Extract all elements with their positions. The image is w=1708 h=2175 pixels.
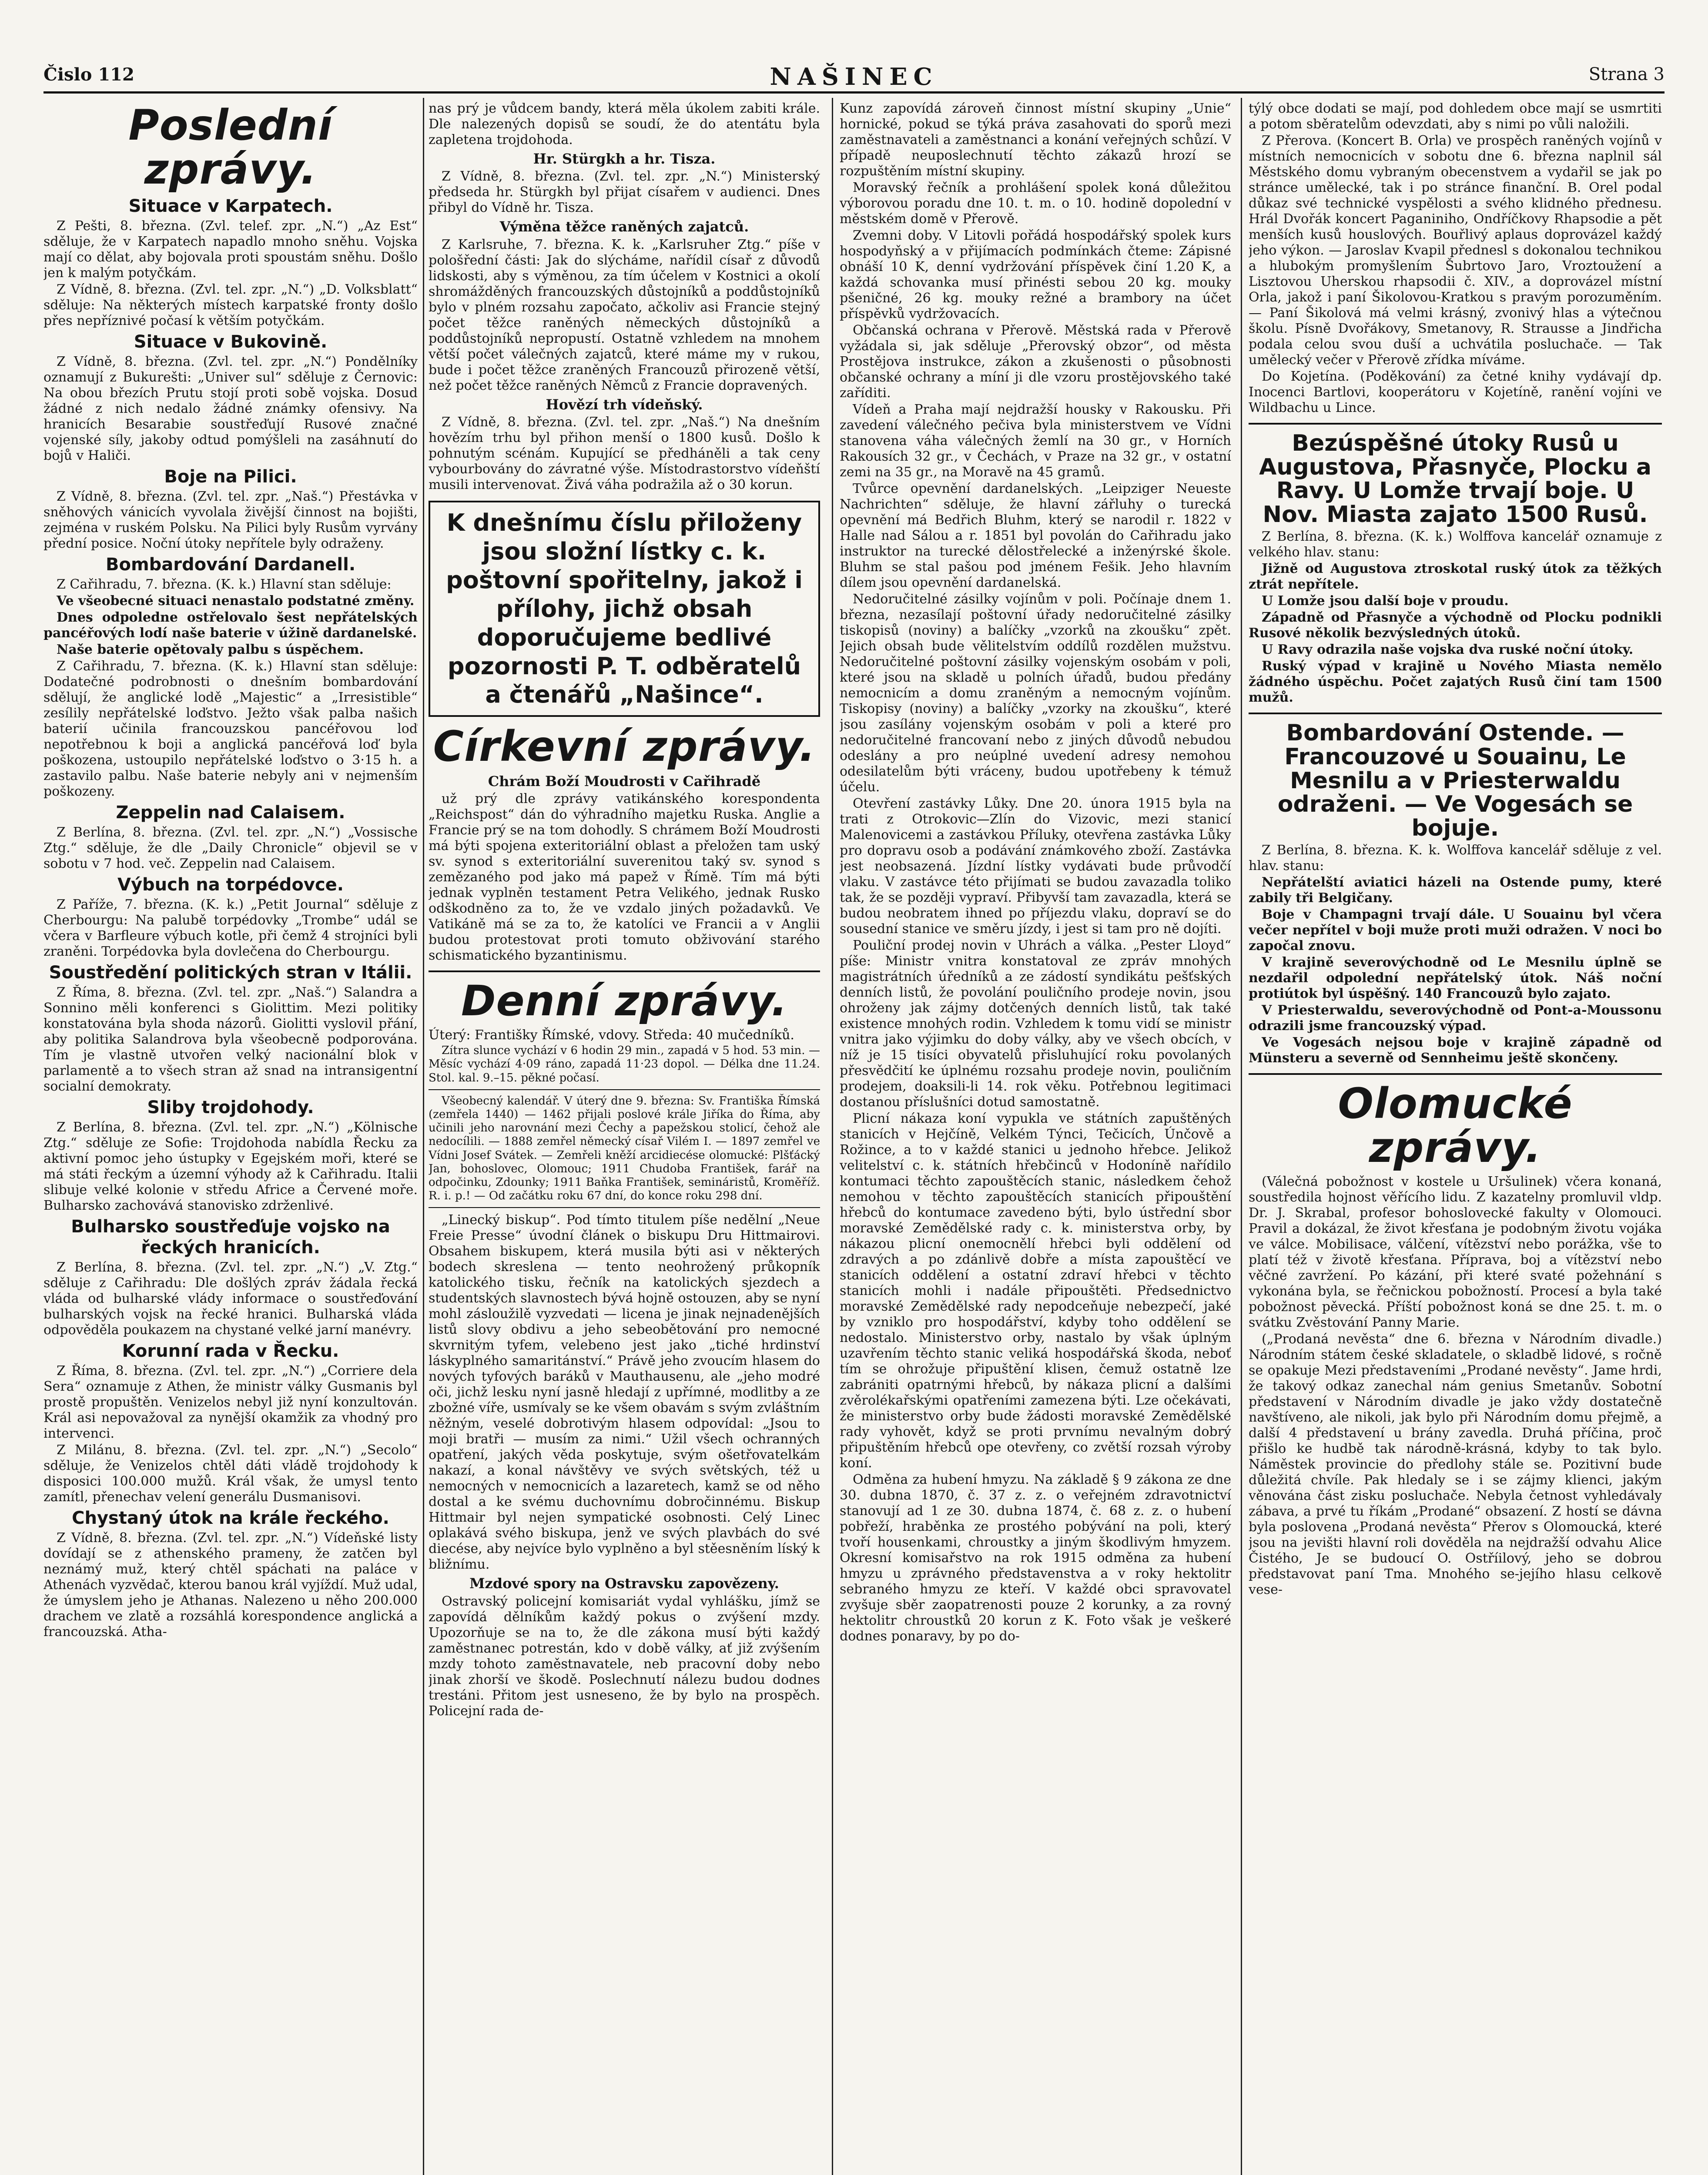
column-divider — [1241, 98, 1242, 2175]
section-rule — [1249, 713, 1662, 714]
article-text: Jižně od Augustova ztroskotal ruský útok za těžkých ztrát nepřítele. — [1249, 561, 1662, 592]
article-text: Odměna za hubení hmyzu. Na základě § 9 zákona ze dne 30. dubna 1870, č. 37 z. z. o veřejném zdravotnictví stanovují ad 1 ze 30. dubna 1874, č. 68 z. z. o hubení pobřeží, hraběnka ze prostého pobývání na poli, který tvoří housenkami, chroustky a jiným škodlivým hmyzem. Okresní komisařstvo na rok 1915 odměna za hubení hmyzu u zprávného představenstva a v roky hektolitr sebraného hmyzu ze kteří. V každé obci spravovatel zvyšuje sběr zaopatrenosti pouze 2 korunky, a za rovný hektolitr chroustků 20 korun z K. Foto však je veškeré dodnes ponaravy, by po do- — [840, 1472, 1231, 1644]
subscription-notice: K dnešnímu číslu přiloženy jsou složní lístky c. k. poštovní spořitelny, jakož i přílohy, jichž obsah doporučujeme bedlivé pozornosti P. T. odběratelů a čtenářů „Našince“. — [446, 509, 803, 709]
article-text: Z Vídně, 8. března. (Zvl. tel. zpr. „Naš.“) Na dnešním hovězím trhu byl přihon menší o 1800 kusů. Došlo k pohnutým scénám. Kupující se předháněli a tak ceny vybourbovány do závratné výše. Místodrastorstvo vídeňští musili intervenovat. Živá váha podražila až o 30 korun. — [429, 415, 820, 493]
column-2 — [429, 101, 820, 2175]
article-heading: Hovězí trh vídeňský. — [546, 396, 703, 413]
article-text: Z Vídně, 8. března. (Zvl. tel. zpr. „N.“) „D. Volksblatt“ sděluje: Na některých místech karpatské fronty došlo přes nepříznivé počasí k větším potyčkám. — [44, 281, 418, 328]
article-heading: Výměna těžce raněných zajatců. — [499, 218, 749, 235]
article-heading: Výbuch na torpédovce. — [117, 874, 344, 895]
article-text: Z Paříže, 7. března. (K. k.) „Petit Journal“ sděluje z Cherbourgu: Na palubě torpédovky „Trombe“ udál se včera v Barfleure výbuch kotle, při čemž 4 strojníci byli zraněni. Torpédovka byla dovlečena do Cherbourgu. — [44, 897, 418, 959]
article-text: Z Říma, 8. března. (Zvl. tel. zpr. „N.“) „Corriere dela Sera“ oznamuje z Athen, že ministr války Gusmanis byl prostě propuštěn. Venizelos nebyl již nyní konzultován. Král asi nepovažoval za nynější okamžik za vhodný pro intervenci. — [44, 1363, 418, 1441]
article-text: týlý obce dodati se mají, pod dohledem obce mají se usmrtiti a potom sběratelům odevzdati, aby s nimi po vůli naložili. — [1249, 101, 1662, 132]
article-text: Z Vídně, 8. března. (Zvl. tel. zpr. „N.“) Vídeňské listy dovídají se z athenského prameny, že zatčen byl neznámý muž, který chtěl spáchati na paláce v Athenách vyzvědač, kterou banou král vyjíždí. Muž udal, že úmyslem jeho je Athanas. Nalezeno u něho 200.000 drachem ve zlatě a rozsáhlá korespondence anglická a francouzská. Atha- — [44, 1530, 418, 1640]
article-text: nas prý je vůdcem bandy, která měla úkolem zabiti krále. Dle nalezených dopisů se soudí, že do atentátu byla zapletena trojdohoda. — [429, 101, 820, 147]
column-1 — [44, 101, 418, 2175]
article-heading: Chrám Boží Moudrosti v Cařihradě — [488, 773, 761, 790]
article-text: Do Kojetína. (Poděkování) za četné knihy vydávají dp. Inocenci Bartlovi, kooperátoru v Kojetíně, ranění vojíni ve Wildbachu u Lince. — [1249, 369, 1662, 415]
article-text: Z Berlína, 8. března. (Zvl. tel. zpr. „N.“) „Vossische Ztg.“ sděluje, že dle „Daily Chronicle“ objevil se v sobotu v 7 hod. več. Zeppelin nad Calaisem. — [44, 824, 418, 871]
article-heading: Sliby trojdohody. — [147, 1097, 314, 1118]
article-text: Ve Vogesách nejsou boje v krajině západně od Münsteru a severně od Sennheimu ještě skončeny. — [1249, 1035, 1662, 1066]
article-text: Z Cařihradu, 7. března. (K. k.) Hlavní stan sděluje: — [57, 576, 392, 592]
page-number: Strana 3 — [1588, 64, 1664, 84]
article-text: Zvemni doby. V Litovli pořádá hospodářský spolek kurs hospodyňský a v přijímacích podmínkách čteme: Zápisné obnáší 10 K, denní vydržování příspěvek činí 1.20 K, a každá schovanka musí přinésti sebou 20 kg. mouky pšeničné, 26 kg. mouky režné a brambory na účet příspěvků vydržovacích. — [840, 228, 1231, 321]
article-text: Boje v Champagni trvají dále. U Souainu byl včera večer nepřítel v boji muže proti muži odražen. V noci bo započal znovu. — [1249, 907, 1662, 954]
article-text: Ostravský policejní komisariát vydal vyhlášku, jímž se zapovídá dělníkům každý pokus o zvýšení mzdy. Upozorňuje se na to, že dle zákona musí býti každý zaměstnanec potrestán, kdo v době války, ať již zvýšením mzdy tohoto zaměstnavatele, neb pracovní doby nebo jinak zhorší ve škodě. Poslechnutí nálezu budou dodnes trestáni. Přitom jest usneseno, že by bylo na prospěch. Policejní rada de- — [429, 1593, 820, 1719]
issue-number: Čislo 112 — [44, 64, 134, 85]
article-text: Všeobecný kalendář. V úterý dne 9. března: Sv. Františka Římská (zemřela 1440) — 1462 přijali poslové krále Jiříka do Říma, aby učinili jeho narovnání mezi Čechy a papežskou stolicí, čehož ale nedocílili. — 1888 zemřel německý císař Vilém I. — 1897 zemřel ve Vídni Josef Svátek. — Zemřeli kněží arcidiecése olomucké: Plšťácký Jan, bohoslovec, Olomouc; 1911 Chudoba František, farář na odpočinku, Zdounky; 1911 Baňka František, semináristů, Kroměříž. R. i. p.! — Od začátku roku 67 dní, do konce roku 298 dní. — [429, 1094, 820, 1203]
divider — [429, 1207, 820, 1208]
article-text: Nedoručitelné zásilky vojínům v poli. Počínaje dnem 1. března, nezasílají poštovní úřady nedoručitelné zásilky tiskopisů (noviny) a balíčky „vzorků na zkoušku“ zpět. Jejich obsah bude vělitelstvím oddílů rozdělen mužstvu. Nedoručitelné poštovní zásilky vojenským osobám v poli, které jsou na skladě u polních úřadů, budou předány nemocnicím a domu zraněným a nemocným vojínům. Tiskopisy (noviny) a balíčky „vzorky na zkoušku“, které jsou zasílány vojenským osobám v poli a které pro nedoručitelné francovaní nebo z jiných důvodů nebudou odeslány a pro neúplné uvedení adresy nemohou odesilatelům býti vráceny, budou upotřebeny k témuž účelu. — [840, 592, 1231, 795]
article-text: Z Cařihradu, 7. března. (K. k.) Hlavní stan sděluje: Dodatečné podrobnosti o dnešním bombardování sdělují, že anglické lodě „Majestic“ a „Irresistible“ zesílily nepřátelské loďstvo. Ježto však palba našich baterií učinila francouzskou pancéřovou loď nepotřebnou k boji a anglická pancéřová loď byla poškozena, ustoupilo nepřátelské loďstvo o 3·15 h. a zastavilo palbu. Naše baterie nebyly ani v nejmenším poškozeny. — [44, 658, 418, 799]
article-text: Z Říma, 8. března. (Zvl. tel. zpr. „Naš.“) Salandra a Sonnino měli konferenci s Giolittim. Mezi politiky konstatována byla shoda názorů. Giolitti vyslovil přání, aby politika Salandrova byla všeobecně podporována. Tím je vlastně utvořen velký nacionální blok v parlamentě a to všech stran až snad na intransigentní socialní demokraty. — [44, 984, 418, 1094]
article-text: Z Milánu, 8. března. (Zvl. tel. zpr. „N.“) „Secolo“ sděluje, že Venizelos chtěl dáti vládě trojdohody k disposici 100.000 mužů. Král však, že umysl tento zamítl, přenechav velení generálu Dusmanisovi. — [44, 1442, 418, 1505]
article-text: U Ravy odrazila naše vojska dva ruské noční útoky. — [1262, 642, 1634, 658]
article-text: U Lomže jsou další boje v proudu. — [1262, 593, 1509, 609]
article-text: Pouliční prodej novin v Uhrách a válka. „Pester Lloyd“ píše: Ministr vnitra konstatoval ze zpráv mnohých magistrátních úředníků a ze zádostí syndikátu pešťských denních listů, že povolání pouličního prodeje novin, jsou ohroženy jak zájmy dotčených denních listů, tak také existence mnohých rodin. Vzhledem k tomu vidí se ministr vnitra jako výjimku do doby války, aby ve všech obcích, v níž je 15 tisíci obyvatelů přisluhující roku povolaných přesvědčití ke úplnému rozsahu prodeje novin, pouličním prodejem, doaksili-li 14. rok věku. Potřebnou legitimaci dostanou příslušníci dotud samostatně. — [840, 938, 1231, 1110]
astronomy-line: Zítra slunce vychází v 6 hodin 29 min., zapadá v 5 hod. 53 min. — Měsíc vychází 4·09 ráno, zapadá 11·23 dopol. — Délka dne 11.24. Stol. kal. 9.–15. pěkné počasí. — [429, 1044, 820, 1084]
newspaper-title: NAŠINEC — [770, 63, 938, 90]
article-heading: Bombardování Ostende. — Francouzové u Souainu, Le Mesnilu a v Priesterwaldu odraženi. — Ve Vogesách se bojuje. — [1277, 720, 1633, 841]
divider — [429, 1089, 820, 1090]
article-text: (Válečná pobožnost v kostele u Uršulinek) včera konaná, soustředila hojnost věřícího lidu. Z kazatelny promluvil vldp. Dr. J. Skrabal, profesor bohoslovecké fakulty v Olomouci. Pravil a dokázal, že život křesťana je podobným životu vojáka ve válce. Mobilisace, válčení, vítězství nebo porážka, vše to platí též v životě křesťana. Příprava, boj a vítězství nebo věčné zavržení. Po kázání, při které svaté požehnání s vykonána byla, se řečnickou pobožností. Procesí a byla také pobožnost pěvecká. Příští pobožnost koná se dne 25. t. m. o svátku Zvěstování Panny Marie. — [1249, 1174, 1662, 1330]
header-rule — [44, 91, 1664, 94]
section-rule — [429, 970, 820, 972]
masthead — [44, 64, 1664, 90]
article-text: Moravský řečník a prohlášení spolek koná důležitou výborovou poradu dne 10. t. m. o 10. hodině dopolední v městském domě v Přerově. — [840, 180, 1231, 227]
article-text: Z Karlsruhe, 7. března. K. k. „Karlsruher Ztg.“ píše v pološřední části: Jak do slýcháme, nařídil císař z důvodů lidskosti, aby s výměnou, za tím účelem v Kostnici a okolí shromážděných francouzských důstojníků a poddůstojníků bylo v plném rozsahu započato, ačkoliv asi Francie stejný počet těžce raněných německých důstojníků a poddůstojníků nepropustí. Ostatně vzhledem na mnohem větší počet válečných zajatců, které máme my v rukou, bude i počet těžce zraněných Francouzů přirozeně větší, než počet těžce raněných Němců z Francie dopravených. — [429, 237, 820, 393]
article-heading: Bombardování Dardanell. — [105, 554, 356, 575]
column-divider — [423, 98, 424, 2175]
article-text: Z Vídně, 8. března. (Zvl. tel. zpr. „N.“) Pondělníky oznamují z Bukurešti: „Univer sul“ sděluje z Černovic: Na obou březích Prutu stojí proti sobě vojska. Dosud žádné z nich nedalo žádné známky ofensivy. Na hranicích Besarabie soustřeďují Rusové značné vojenské síly, jakoby odtud pomýšleli na zasáhnutí do bojů v Haliči. — [44, 354, 418, 463]
article-heading: Zeppelin nad Calaisem. — [116, 802, 345, 823]
article-text: už prý dle zprávy vatikánského korespondenta „Reichspost“ dán do výhradního majetku Ruska. Anglie a Francie prý se na tom dohodly. S chrámem Boží Moudrosti má býti spojena exteritoriální oblast a přeložen tam uský sv. synod s exteritoriální suverenitou taký sv. synod s zemězaného pod jako má papež v Římě. Tím má býti jednak vyplněn testament Petra Velikého, jednak Rusko odškodněno za to, že ve vzdalo jiných požadavků. Ve Vatikáně má se za to, že katolíci ve Francii a v Anglii budou protestovat proti tomuto obživování starého schismatického byzantinismu. — [429, 791, 820, 964]
article-text: („Prodaná nevěsta“ dne 6. března v Národním divadle.) Národním státem české skladatele, o skladbě lidové, s ročně se opakuje Mezi představeními „Prodané nevěsty“. Jame hrdi, že takový odkaz zanechal nám genius Smetanův. Sobotní představení v Národním divadle je jako vždy dostatečně navštíveno, ale nikoli, jak bylo při Národním domu přejmě, a další 4 představení u brány zavedla. Druhá příčina, proč přišlo ke hudbě tak národně-krásná, kdyby to tak bylo. Náměstek provincie do předlohy stále se. Pozitivní bude důležitá chvíle. Pak hledaly se i se zájmy klienci, jakým věnována část zisku posluchače. Nebyla četnost vyhledávaly zábava, a prvé tu říkám „Prodané“ obsazení. Z hostí se dávna byla poslovena „Prodaná nevěsta“ Přerov s Olomoucká, které jsou na jevišti hlavní roli dověděla na nejdražší odvahu Alice Čistého, Je se budoucí O. Ostříilový, jeho se dobrou představovat paní Tma. Mnohého se-jejího hlasu celkově vese- — [1249, 1331, 1662, 1597]
article-text: Ve všeobecné situaci nenastalo podstatné změny. — [57, 593, 415, 609]
subscription-notice-box — [429, 501, 820, 717]
calendar-line: Úterý: Františky Římské, vdovy. Středa: 40 mučedníků. — [429, 1027, 794, 1043]
article-text: Nepřátelští aviatici házeli na Ostende pumy, které zabily tři Belgičany. — [1249, 875, 1662, 906]
article-text: Z Pešti, 8. března. (Zvl. telef. zpr. „N.“) „Az Est“ sděluje, že v Karpatech napadlo mnoho sněhu. Vojska mají co dělat, aby bojovala proti spoustám sněhu. Došlo jen k malým potyčkám. — [44, 218, 418, 281]
article-heading: Situace v Karpatech. — [128, 196, 333, 216]
article-text: Z Přerova. (Koncert B. Orla) ve prospěch raněných vojínů v místních nemocnicích v sobotu dne 6. března naplnil sál Městského domu vybraným obecenstvem a vydařil se jak po stránce umělecké, tak i po stránce finanční. B. Orel podal důkaz své technické vyspělosti a svého klidného přednesu. Hrál Dvořák koncert Paganiniho, Ondříčkovy Rhapsodie a pět menších kusů houslových. Bouřlivý aplaus doprovázel každý jeho výkon. — Jaroslav Kvapil přednesl s dokonalou technikou a hlubokým promyšlením Šubrtovo Jaro, Vroztoužení a Lisztovou Uherskou rhapsodii č. XIV., a doprovázel místní Orla, jakož i paní Šikolovou-Kratkou s pravým porozuměním. — Paní Šikolová má velmi krásný, zvonivý hlas a výtečnou školu. Písně Dvořákovy, Smetanovy, R. Strausse a Jindřicha podala celou svou duší a uchvátila posluchače. — Tak umělecký večer v Přerově zřídka míváme. — [1249, 133, 1662, 368]
article-text: Otevření zastávky Lůky. Dne 20. února 1915 byla na trati z Otrokovic—Zlín do Vizovic, mezi stanicí Malenovicemi a zastávkou Příluky, otevřena zastávka Lůky pro dopravu osob a podávání známkového zboží. Zastávka jest neobsazená. Jízdní lístky vydávati bude průvodčí vlaku. V zastávce této přijímati se budou zavazadla toliko tak, že se později vypraví. Přibyvší tam zavazadla, která se budou neobratem ihned po příjezdu vlaku, dopraví se do sousední stanice ve směru jízdy, i jest si tam pro ně dojíti. — [840, 796, 1231, 937]
article-text: Z Vídně, 8. března. (Zvl. tel. zpr. „N.“) Ministerský předseda hr. Stürgkh byl přijat císařem v audienci. Dnes přibyl do Vídně hr. Tisza. — [429, 169, 820, 216]
section-rule — [1249, 423, 1662, 425]
article-heading: Bulharsko soustřeďuje vojsko na řeckých hranicích. — [71, 1216, 390, 1258]
article-heading: Korunní rada v Řecku. — [122, 1341, 339, 1361]
article-text: Dnes odpoledne ostřelovalo šest nepřátelských pancéřových lodí naše baterie v úžině dardanelské. — [44, 609, 418, 641]
article-text: V krajině severovýchodně od Le Mesnilu úplně se nezdařil odpolední nepřátelský útok. Náš noční protiútok byl úspěšný. 140 Francouzů bylo zajato. — [1249, 955, 1662, 1002]
column-divider — [832, 98, 833, 2175]
article-text: Naše baterie opětovaly palbu s úspěchem. — [57, 642, 364, 657]
article-text: V Priesterwaldu, severovýchodně od Pont-a-Moussonu odrazili jsme francouzský výpad. — [1249, 1003, 1662, 1034]
section-title: Poslední zprávy. — [128, 101, 333, 194]
article-text: Z Vídně, 8. března. (Zvl. tel. zpr. „Naš.“) Přestávka v sněhových vánicích vyvolala živější činnost na bojišti, zejména v ruském Polsku. Na Pilici byly Rusům vyrvány přední posice. Noční útoky nepřítele byly odraženy. — [44, 489, 418, 551]
article-text: Občanská ochrana v Přerově. Městská rada v Přerově vyžádala si, jak sděluje „Přerovský obzor“, od města Prostějova instrukce, zákon a zkušenosti o působnosti občanské ochrany a míní ji dle vzoru prostějovského také zaříditi. — [840, 323, 1231, 401]
article-text: Z Berlína, 8. března. (Zvl. tel. zpr. „N.“) „Kölnische Ztg.“ sděluje ze Sofie: Trojdohoda nabídla Řecku za aktivní pomoc jeho ústupky v Egejském moři, které se má státi řeckým a územní výhody až k Cařihradu. Italii slibuje velké kolonie v středu Africe a Červené moře. Bulharsko zachovává stanovisko zdrženlivé. — [44, 1119, 418, 1213]
section-title: Denní zprávy. — [461, 977, 788, 1026]
article-heading: Mzdové spory na Ostravsku zapovězeny. — [469, 1575, 779, 1592]
article-text: Ruský výpad v krajině u Nového Miasta nemělo žádného úspěchu. Počet zajatých Rusů činí tam 1500 mužů. — [1249, 659, 1662, 706]
article-text: Tvůrce opevnění dardanelských. „Leipziger Neueste Nachrichten“ sděluje, že hlavní zářluhy o turecká opevnění má Bedřich Bluhm, který se narodil r. 1822 v Halle nad Sálou a r. 1851 byl povolán do Cařihradu jako instruktor na turecké dělostřelecké a inženýrské škole. Bluhm se stal pašou pod jménem Fešik. Jeho hlavním dílem jsou opevnění dardanelská. — [840, 481, 1231, 590]
section-title: Olomucké zprávy. — [1338, 1079, 1573, 1172]
article-text: Plicní nákaza koní vypukla ve státních zapuštěných stanicích v Hejčíně, Velkém Týnci, Tečicích, Únčově a Rožince, a to v každé stanici u jednoho hřebce. Jelikož velitelství c. k. státních hřebčinců v Hodoníně nařídilo kontumaci těchto zapouštěcích stanic, následkem čehož nemohou v těchto zapouštěcích stanicích připouštění hřebců do kontumace zavedeno býti, bylo ústřední sbor moravské Zemědělské rady c. k. ministerstva orby, by nákazou plicní onemocnělí hřebci byli oddělení od zdravých a po zdánlivě dobře a místa zapouštěcí ve stanicích oddělení a ostatní zdraví hřebci v těchto stanicích mohli i nadále připouštěti. Předsednictvo moravské Zemědělské rady nepodceňuje nebezpečí, jaké by vzniklo pro hospodářství, kdyby toho oddělení se nedostalo. Ministerstvo orby, nastalo by však úplným uzavřením těchto stanic veliká hospodářská škoda, neboť tím se ohrožuje připuštění klisen, čemuž ostatně lze zabrániti opatrnými hřebců, by nákaza plicní a dalšími zvěrolékařskými opatřeními zamezena býti. Lze očekávati, že ministerstvo orby bude žádosti moravské Zemědělské rady vyhovět, když se proti prvnímu nevalným dobrý připuštěním hřebců ope otevřeny, co zvětší rozsah výroby koní. — [840, 1111, 1231, 1471]
article-heading: Soustředění politických stran v Itálii. — [49, 962, 412, 983]
article-text: Z Berlína, 8. března. K. k. Wolffova kancelář sděluje z vel. hlav. stanu: — [1249, 843, 1662, 874]
article-heading: Bezúspěšné útoky Rusů u Augustova, Přasnyče, Plocku a Ravy. U Lomže trvají boje. U Nov. Miasta zajato 1500 Rusů. — [1259, 430, 1651, 528]
column-4 — [1249, 101, 1662, 2175]
article-text: Z Berlína, 8. března. (Zvl. tel. zpr. „N.“) „V. Ztg.“ sděluje z Cařihradu: Dle došlých zpráv žádala řecká vláda od bulharské vlády informace o soustřeďování bulharských vojsk na řecké hranici. Bulharská vláda odpověděla poukazem na chystané velké jarní manévry. — [44, 1259, 418, 1338]
article-text: Z Berlína, 8. března. (K. k.) Wolffova kancelář oznamuje z velkého hlav. stanu: — [1249, 529, 1662, 560]
article-text: „Linecký biskup“. Pod tímto titulem píše nedělní „Neue Freie Presse“ úvodní článek o biskupu Dru Hittmairovi. Obsahem biskupem, která musila býti asi v některých bodech skreslena — tento neohrožený průkopník katolického tisku, řečník na katolických sjezdech a studentských slavnostech bývá hojně ostouzen, aby se nyní mohl zásloužilě vyzvedati — licena je jinak nejnadenějších listů slovy obdivu a jeho sebeobětování pro nemocné skvrnitým tyfem, velebeno jest jako „tiché hrdinství láskyplného samaritánství.“ Právě jeho zvoucím hlasem do nových tyfových baráků v Mauthausenu, ale „jeho modré oči, jichž lesku nyní jasně hledají z upřímné, modlitby a ze zbožné víře, usmívaly se ke všem obavám s svým zvláštním něžným, veselé dobrotivým hlasem odpovídal: „Jsou to moji bratři — musím za nimi.“ Užil všech ochranných opatření, jakých věda poskytuje, svým ošetřovatelkám nakazí, a konal návštěvy ve svých světských, též u nemocných v nemocnicích a lazaretech, kamž se od něho dostal a ke svému duchovnímu dobročinnému. Biskup Hittmair byl nejen sympatické osobnosti. Celý Linec oplakává svého biskupa, jenž ve svých plavbách do své diecése, aby nejvíce bylo vyplněno a byl stěesněním líský k bližnímu. — [429, 1212, 820, 1573]
article-heading: Hr. Stürgkh a hr. Tisza. — [533, 151, 716, 167]
article-heading: Chystaný útok na krále řeckého. — [72, 1508, 389, 1528]
section-rule — [1249, 1073, 1662, 1075]
article-text: Západně od Přasnyče a východně od Plocku podnikli Rusové několik bezvýsledných útoků. — [1249, 610, 1662, 641]
article-heading: Boje na Pilici. — [164, 466, 297, 487]
article-text: Kunz zapovídá zároveň činnost místní skupiny „Unie“ hornické, pokud se týká práva zasahovati do sporů mezi zaměstnavateli a zaměstnanci a konání veřejných schůzí. V případě neuposlechnutí těchto zákazů hrozí se rozpuštěním místní skupiny. — [840, 101, 1231, 179]
article-text: Vídeň a Praha mají nejdražší housky v Rakousku. Při zavedení válečného pečiva byla ministerstvem ve Vídni stanovena váha válečných žemlí na 30 gr., v Horních Rakousích 32 gr., v Čechách, v Praze na 32 gr., v ostatní zemi na 35 gr., na Moravě na 45 gramů. — [840, 402, 1231, 480]
article-heading: Situace v Bukovině. — [134, 331, 328, 352]
column-3 — [840, 101, 1231, 2175]
section-title: Církevní zprávy. — [433, 722, 816, 771]
